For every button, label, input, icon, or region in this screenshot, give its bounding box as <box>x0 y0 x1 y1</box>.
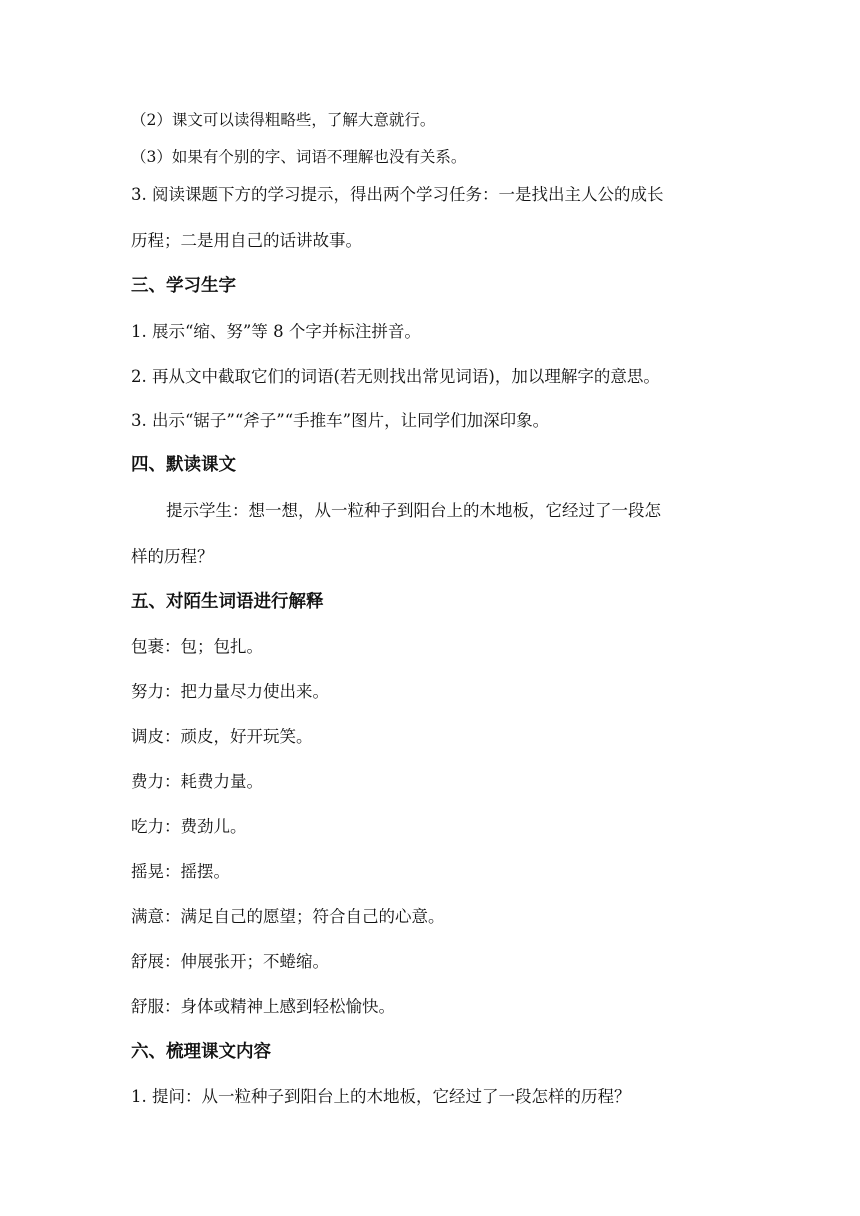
list-item-3b: 3. 出示“锯子”“斧子”“手推车”图片，让同学们加深印象。 <box>131 411 550 430</box>
section-heading-6: 六、梳理课文内容 <box>131 1042 271 1062</box>
definition-item: 费力：耗费力量。 <box>131 772 263 791</box>
paragraph-reading-tip: 3. 阅读课题下方的学习提示，得出两个学习任务：一是找出主人公的成长 <box>131 185 664 204</box>
section-heading-3: 三、学习生字 <box>131 276 236 296</box>
definition-item: 舒服：身体或精神上感到轻松愉快。 <box>131 997 395 1016</box>
list-item-2b: 2. 再从文中截取它们的词语(若无则找出常见词语)，加以理解字的意思。 <box>131 367 660 386</box>
section-heading-4: 四、默读课文 <box>131 455 236 475</box>
paragraph-reading-tip-cont: 历程；二是用自己的话讲故事。 <box>131 231 362 250</box>
list-item-2: （2）课文可以读得粗略些，了解大意就行。 <box>131 111 436 129</box>
paragraph-prompt: 提示学生：想一想，从一粒种子到阳台上的木地板，它经过了一段怎 <box>166 501 661 520</box>
definition-item: 舒展：伸展张开；不蜷缩。 <box>131 952 329 971</box>
definition-item: 调皮：顽皮，好开玩笑。 <box>131 727 313 746</box>
definition-item: 满意：满足自己的愿望；符合自己的心意。 <box>131 907 445 926</box>
section-heading-5: 五、对陌生词语进行解释 <box>131 592 324 612</box>
definition-item: 摇晃：摇摆。 <box>131 862 230 881</box>
list-item-1: 1. 展示“缩、努”等 8 个字并标注拼音。 <box>131 322 421 341</box>
paragraph-prompt-cont: 样的历程？ <box>131 547 214 566</box>
list-item-3: （3）如果有个别的字、词语不理解也没有关系。 <box>131 148 467 166</box>
question-item: 1. 提问：从一粒种子到阳台上的木地板，它经过了一段怎样的历程？ <box>131 1087 631 1106</box>
definition-item: 吃力：费劲儿。 <box>131 817 247 836</box>
definition-item: 包裹：包；包扎。 <box>131 637 263 656</box>
definition-item: 努力：把力量尽力使出来。 <box>131 682 329 701</box>
